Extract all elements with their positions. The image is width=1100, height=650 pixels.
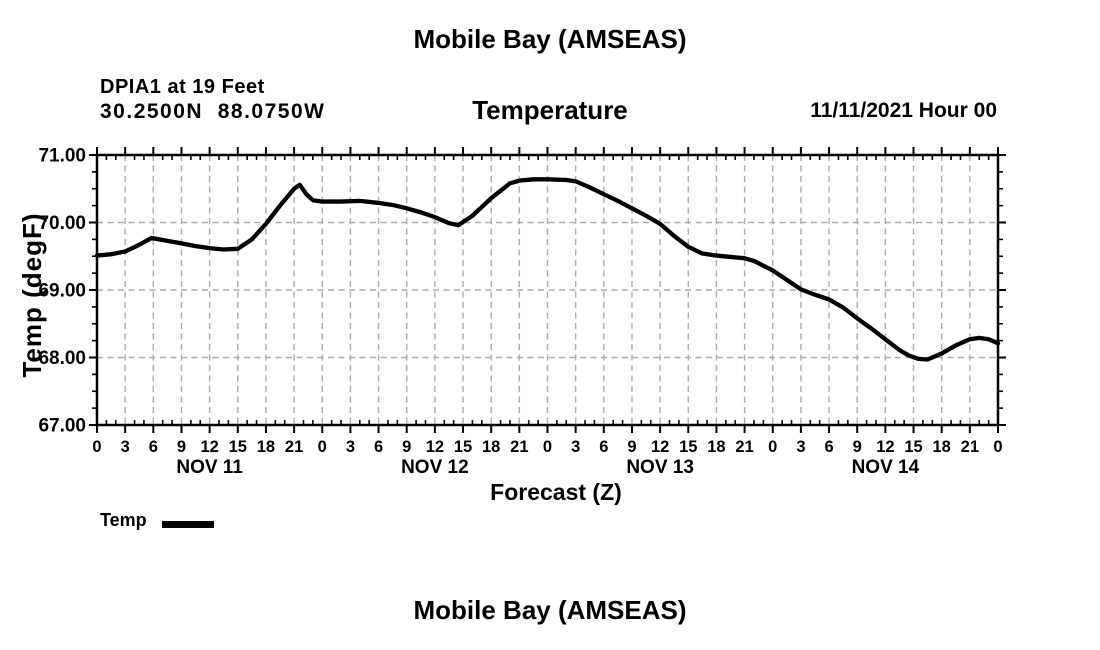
x-tick-label: 15 [679, 438, 698, 456]
x-tick-label: 12 [425, 438, 445, 456]
x-tick-label: 0 [993, 438, 1003, 456]
x-tick-label: 3 [796, 438, 806, 456]
x-tick-label: 18 [707, 438, 726, 456]
x-tick-label: 12 [650, 438, 670, 456]
legend-label: Temp [100, 510, 147, 530]
temp-series-line [97, 179, 998, 359]
y-axis-title: Temp (degF) [17, 212, 47, 378]
x-tick-label: 0 [542, 438, 553, 456]
x-axis-title: Forecast (Z) [490, 479, 622, 505]
x-day-label: NOV 14 [851, 457, 920, 478]
plot-border [97, 155, 998, 425]
y-tick-label: 69.00 [38, 280, 86, 302]
x-tick-label: 0 [768, 438, 778, 456]
x-tick-label: 15 [904, 438, 923, 456]
forecast-run-label: 11/11/2021 Hour 00 [810, 99, 997, 122]
x-tick-label: 3 [120, 438, 130, 456]
station-label: DPIA1 at 19 Feet [100, 76, 265, 98]
x-tick-label: 15 [453, 438, 473, 456]
x-tick-label: 9 [852, 438, 862, 456]
y-tick-label: 71.00 [38, 145, 86, 167]
x-tick-label: 21 [735, 438, 754, 456]
x-tick-label: 6 [824, 438, 834, 456]
x-tick-label: 18 [932, 438, 951, 456]
x-tick-label: 12 [200, 438, 219, 456]
chart-title: Mobile Bay (AMSEAS) [413, 24, 687, 54]
x-tick-label: 21 [510, 438, 529, 456]
x-tick-label: 12 [876, 438, 895, 456]
x-tick-label: 3 [571, 438, 581, 456]
next-chart-title: Mobile Bay (AMSEAS) [413, 595, 687, 625]
x-day-label: NOV 13 [626, 457, 694, 478]
x-tick-label: 9 [627, 438, 637, 456]
x-tick-label: 15 [228, 438, 247, 456]
x-tick-label: 6 [148, 438, 158, 456]
x-tick-label: 6 [599, 438, 609, 456]
station-coordinates: 30.2500N 88.0750W [100, 100, 326, 123]
x-tick-label: 9 [176, 438, 187, 456]
x-tick-label: 18 [482, 438, 501, 456]
x-day-label: NOV 12 [401, 457, 469, 478]
y-tick-label: 70.00 [38, 213, 86, 234]
x-tick-label: 0 [92, 438, 102, 456]
x-tick-label: 3 [345, 438, 355, 456]
x-tick-label: 9 [402, 438, 412, 456]
x-tick-label: 21 [960, 438, 980, 456]
y-tick-label: 68.00 [38, 348, 86, 369]
x-tick-label: 0 [317, 438, 327, 456]
y-tick-label: 67.00 [38, 415, 86, 437]
x-tick-label: 18 [256, 438, 276, 456]
x-tick-label: 6 [373, 438, 384, 456]
panel-title: Temperature [472, 95, 628, 125]
legend-line-swatch [162, 521, 214, 528]
x-tick-label: 21 [284, 438, 304, 456]
x-day-label: NOV 11 [176, 457, 243, 478]
